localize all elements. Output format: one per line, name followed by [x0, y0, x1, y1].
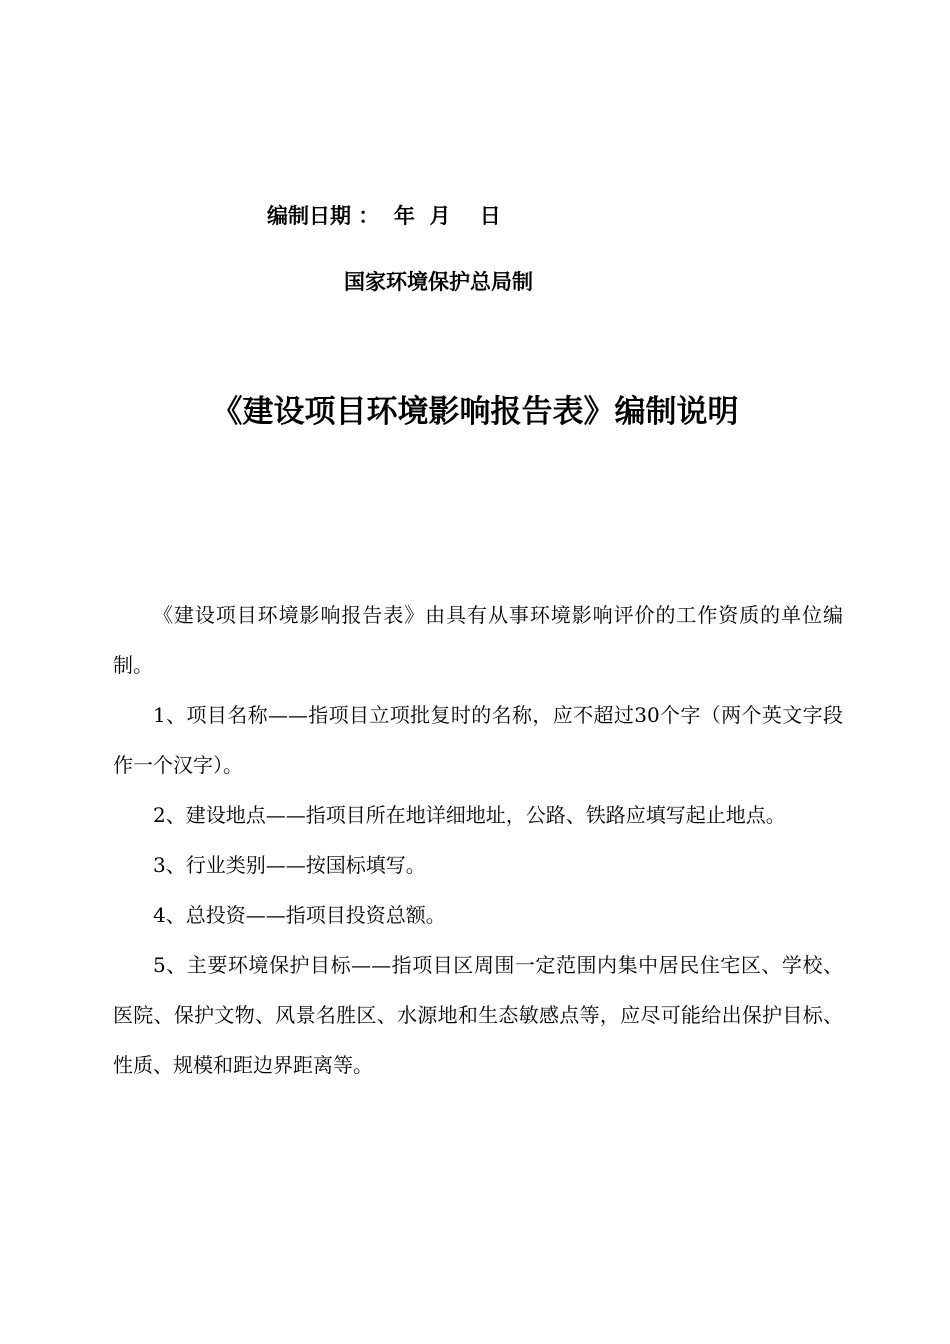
document-title: 《建设项目环境影响报告表》编制说明: [211, 394, 739, 430]
item-industry-category: 3、行业类别——按国标填写。: [153, 853, 426, 877]
item-total-investment: 4、总投资——指项目投资总额。: [153, 903, 446, 927]
item-project-name: 1、项目名称——指项目立项批复时的名称，应不超过30个字（两个英文字段作一个汉字）。: [113, 703, 843, 777]
item-protection-targets: 5、主要环境保护目标——指项目区周围一定范围内集中居民住宅区、学校、医院、保护文物、风景名胜区、水源地和生态敏感点等，应尽可能给出保护目标、性质、规模和距边界距离等。: [113, 953, 843, 1077]
issuing-authority: 国家环境保护总局制: [344, 270, 533, 294]
item-location: 2、建设地点——指项目所在地详细地址，公路、铁路应填写起止地点。: [153, 803, 786, 827]
instructions-body: [113, 590, 843, 1090]
compile-date-line: 编制日期 ： 年 月 日: [267, 204, 501, 228]
intro-paragraph: 《建设项目环境影响报告表》由具有从事环境影响评价的工作资质的单位编制。: [113, 603, 843, 677]
